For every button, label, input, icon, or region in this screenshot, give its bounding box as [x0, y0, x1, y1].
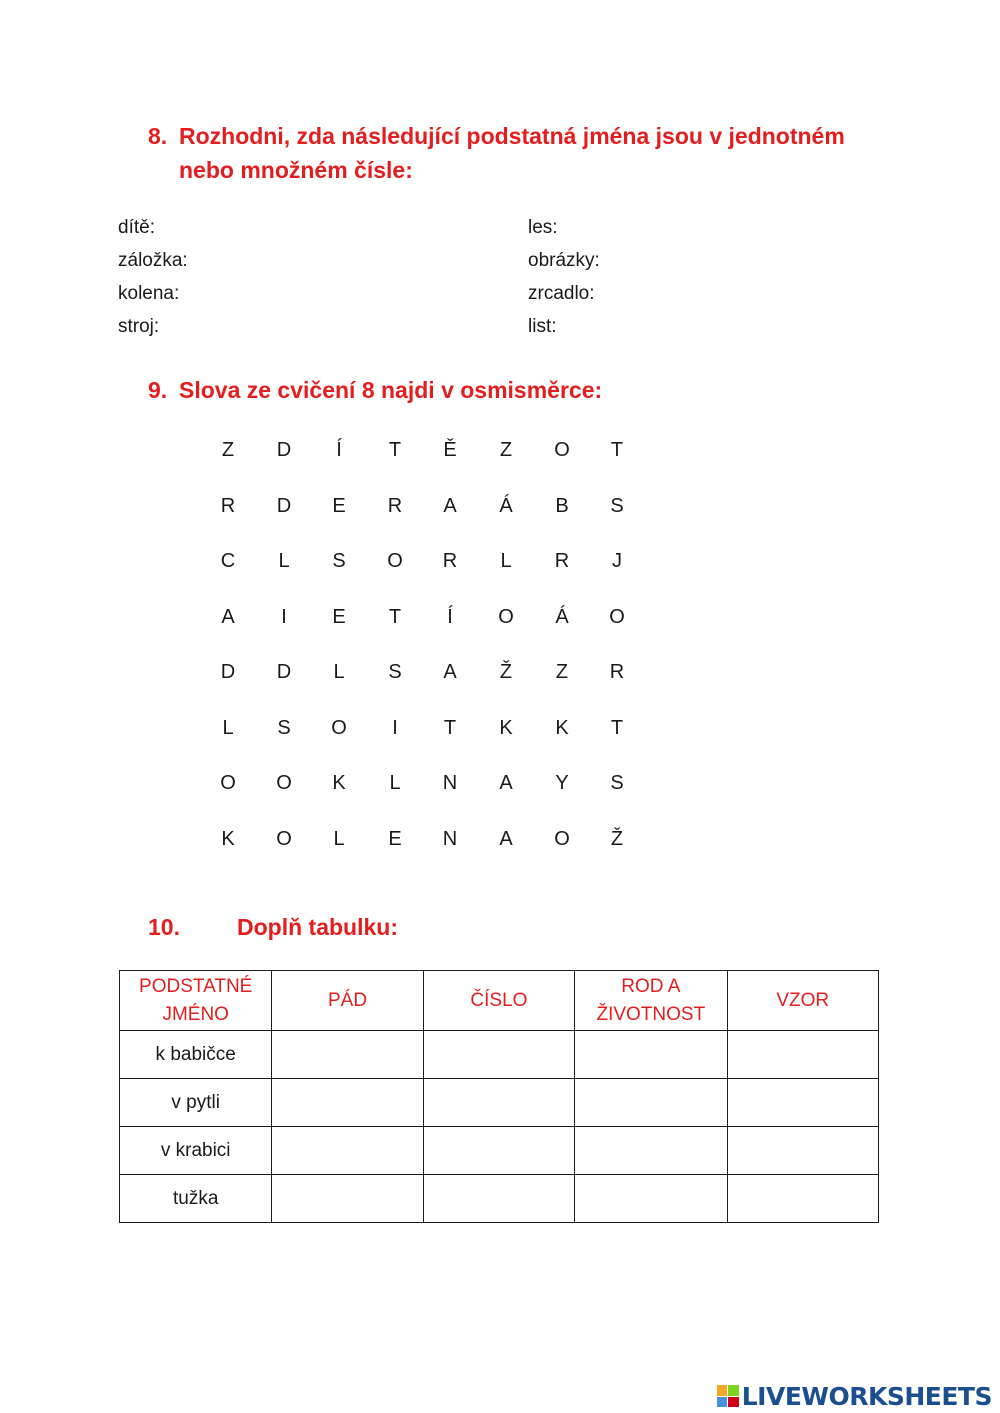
answer-cell[interactable] [423, 1079, 575, 1127]
answer-cell[interactable] [423, 1031, 575, 1079]
answer-cell[interactable] [272, 1175, 423, 1223]
word-search-letter[interactable]: O [276, 772, 292, 794]
exercise-9-number: 9. [148, 377, 168, 403]
word-search-letter[interactable]: A [443, 494, 457, 517]
word-search-letter[interactable]: D [276, 494, 292, 517]
word-search-letter[interactable]: D [220, 661, 236, 683]
answer-cell[interactable] [575, 1127, 727, 1175]
word-search-letter[interactable]: O [276, 827, 292, 850]
word-list-left [118, 211, 188, 343]
word-search-letter[interactable]: E [388, 827, 402, 850]
word-search-letter[interactable]: T [443, 716, 457, 739]
word-search-letter[interactable]: O [387, 550, 403, 572]
word-search-letter[interactable]: C [220, 550, 236, 572]
word-search-letter[interactable]: N [442, 772, 458, 794]
word-search-letter[interactable]: S [332, 550, 346, 572]
word-item: dítě: [118, 217, 155, 238]
word-search-letter[interactable]: S [610, 772, 624, 794]
word-item: les: [528, 217, 558, 238]
answer-cell[interactable] [727, 1175, 879, 1223]
answer-cell[interactable] [727, 1127, 879, 1175]
answer-cell[interactable] [575, 1175, 727, 1223]
exercise-9-instruction: Slova ze cvičení 8 najdi v osmisměrce: [179, 377, 603, 403]
word-search-letter[interactable]: O [220, 772, 236, 794]
word-search-letter[interactable]: Í [447, 605, 453, 628]
word-search-letter[interactable]: E [332, 494, 346, 517]
exercise-10-instruction: Doplň tabulku: [237, 914, 398, 940]
word-search-letter[interactable]: L [333, 827, 345, 850]
table-row [120, 1175, 879, 1223]
answer-cell[interactable] [272, 1031, 423, 1079]
header-gender: ROD A ŽIVOTNOST [575, 971, 727, 1031]
header-case: PÁD [272, 971, 423, 1031]
word-search-letter[interactable]: J [612, 550, 622, 572]
word-search-letter[interactable]: L [389, 772, 401, 794]
word-search-letter[interactable]: Z [499, 439, 513, 461]
word-search-letter[interactable]: S [277, 716, 291, 739]
logo-square [728, 1397, 739, 1408]
logo-square [728, 1385, 739, 1396]
word-search-letter[interactable]: L [333, 661, 345, 683]
word-search-letter[interactable]: Z [221, 439, 235, 461]
noun-cell: k babičce [120, 1031, 272, 1079]
logo-square [717, 1397, 728, 1408]
word-search-letter[interactable]: S [610, 494, 624, 517]
word-search-letter[interactable]: Z [555, 661, 569, 683]
answer-cell[interactable] [575, 1031, 727, 1079]
noun-cell: v pytli [120, 1079, 272, 1127]
logo-square [717, 1385, 728, 1396]
word-search-letter[interactable]: O [609, 605, 625, 628]
word-search-letter[interactable]: E [332, 605, 346, 628]
header-pattern: VZOR [727, 971, 879, 1031]
word-search-letter[interactable]: S [388, 661, 402, 683]
word-search-letter[interactable]: R [220, 494, 236, 517]
word-item: obrázky: [528, 250, 600, 271]
word-search-letter[interactable]: T [388, 439, 402, 461]
word-list-right [528, 211, 600, 343]
header-noun: PODSTATNÉ JMÉNO [120, 971, 272, 1031]
word-search-letter[interactable]: Y [555, 772, 569, 794]
word-search-letter[interactable]: N [442, 827, 458, 850]
word-search-letter[interactable]: L [222, 716, 234, 739]
table-header-row [120, 971, 879, 1031]
exercise-8-number: 8. [148, 123, 168, 149]
word-search-letter[interactable]: B [555, 494, 569, 517]
word-search-letter[interactable]: K [555, 716, 569, 739]
word-search-letter[interactable]: K [221, 827, 235, 850]
word-item: list: [528, 316, 557, 337]
word-search-letter[interactable]: A [499, 772, 513, 794]
word-search-letter[interactable]: A [499, 827, 513, 850]
word-search-letter[interactable]: A [221, 605, 235, 628]
noun-table [119, 970, 879, 1223]
exercise-10-number: 10. [148, 914, 180, 940]
noun-cell: tužka [120, 1175, 272, 1223]
word-search-letter[interactable]: I [281, 605, 287, 628]
answer-cell[interactable] [272, 1079, 423, 1127]
word-search-letter[interactable]: Ž [499, 661, 513, 683]
word-item: stroj: [118, 316, 160, 337]
word-search-letter[interactable]: K [499, 716, 513, 739]
noun-cell: v krabici [120, 1127, 272, 1175]
liveworksheets-logo[interactable] [717, 1383, 992, 1409]
word-search-letter[interactable]: R [554, 550, 570, 572]
word-search-letter[interactable]: T [610, 439, 624, 461]
word-search-letter[interactable]: O [554, 439, 570, 461]
exercise-8-heading [148, 119, 888, 187]
brand-text: LIVEWORKSHEETS [741, 1381, 992, 1411]
brand-icon [717, 1385, 739, 1407]
word-search-letter[interactable]: I [392, 716, 398, 739]
word-search-letter[interactable]: T [610, 716, 624, 739]
answer-cell[interactable] [423, 1175, 575, 1223]
exercise-10-heading [148, 910, 848, 944]
word-search-letter[interactable]: Á [555, 605, 569, 628]
exercise-8-instruction: Rozhodni, zda následující podstatná jména jsou v jednotném nebo množném čísle: [179, 123, 845, 183]
word-search-letter[interactable]: L [500, 550, 512, 572]
word-search-letter[interactable]: R [609, 661, 625, 683]
word-search-letter[interactable]: Ě [443, 439, 457, 461]
word-search-letter[interactable]: K [332, 772, 346, 794]
table-row [120, 1127, 879, 1175]
answer-cell[interactable] [423, 1127, 575, 1175]
word-search-letter[interactable]: D [276, 661, 292, 683]
answer-cell[interactable] [272, 1127, 423, 1175]
word-item: zrcadlo: [528, 283, 595, 304]
answer-cell[interactable] [727, 1079, 879, 1127]
word-search-letter[interactable]: R [387, 494, 403, 517]
table-row [120, 1079, 879, 1127]
word-item: záložka: [118, 250, 188, 271]
word-search-letter[interactable]: Í [336, 439, 342, 461]
exercise-9-heading [148, 373, 848, 407]
word-search-letter[interactable]: R [442, 550, 458, 572]
word-search-letter[interactable]: L [278, 550, 290, 572]
word-search-letter[interactable]: O [554, 827, 570, 850]
word-item: kolena: [118, 283, 180, 304]
word-search-letter[interactable]: O [331, 716, 347, 739]
header-number: ČÍSLO [423, 971, 575, 1031]
table-row [120, 1031, 879, 1079]
answer-cell[interactable] [575, 1079, 727, 1127]
word-search-letter[interactable]: Á [499, 494, 513, 517]
word-search-letter[interactable]: O [498, 605, 514, 628]
word-search-letter[interactable]: T [388, 605, 402, 628]
word-search-letter[interactable]: D [276, 439, 292, 461]
answer-cell[interactable] [727, 1031, 879, 1079]
word-search-letter[interactable]: Ž [610, 827, 624, 850]
word-search-letter[interactable]: A [443, 661, 457, 683]
